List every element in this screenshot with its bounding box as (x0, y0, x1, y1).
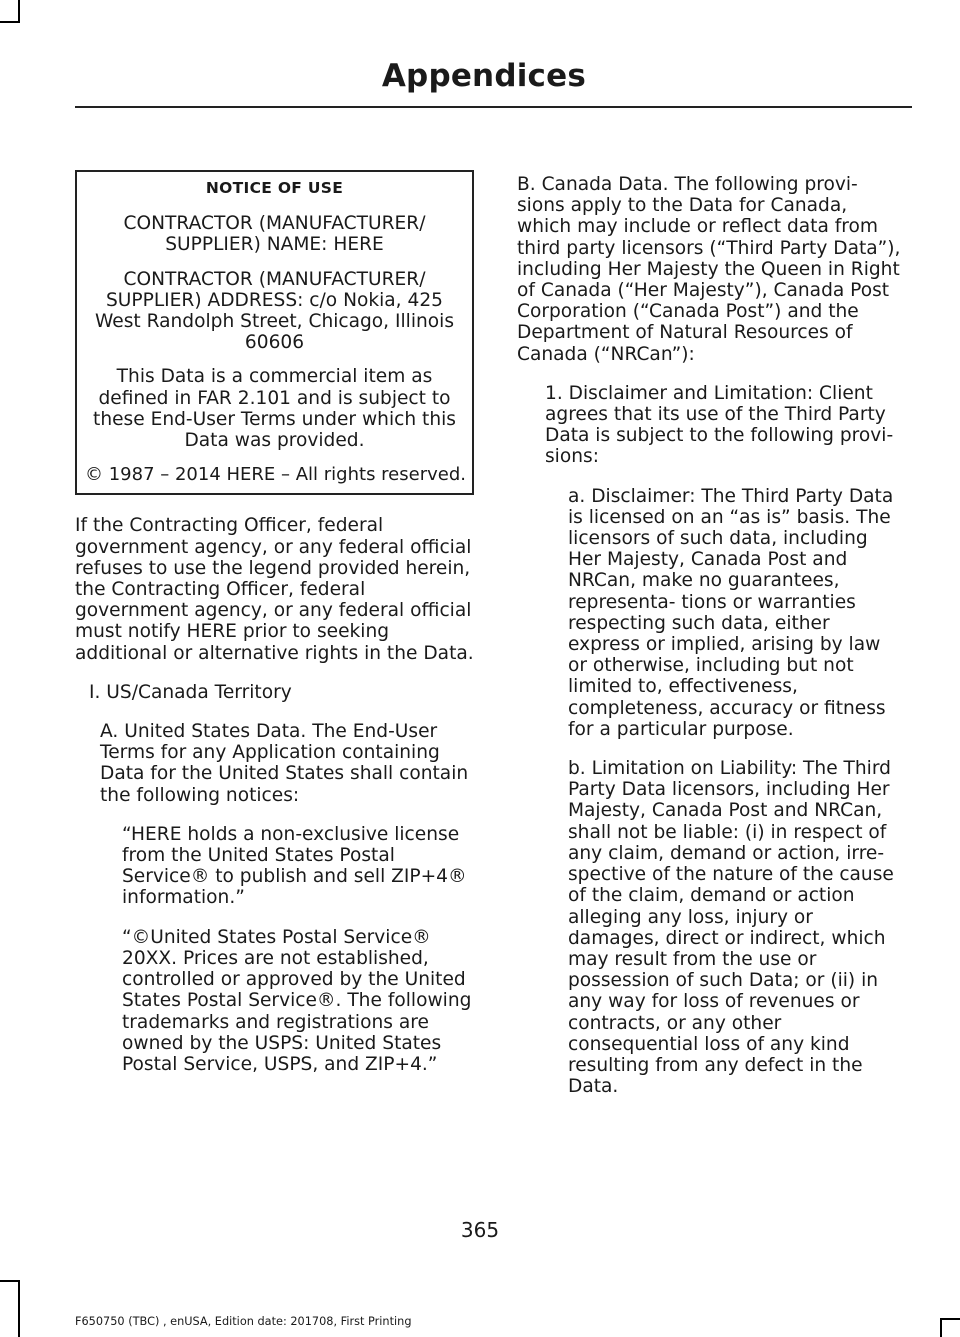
disclaimer-limitation-paragraph: 1. Disclaimer and Limitation: Client agrees that its use of the Third Party Data is subject to the following provi- sions: (545, 382, 894, 468)
crop-mark (18, 1280, 20, 1337)
crop-mark (940, 1318, 960, 1320)
usps-license-quote: “HERE holds a non-exclusive license from the United States Postal Service® to publish and sell ZIP+4® information.” (122, 823, 467, 909)
crop-mark (0, 1280, 20, 1282)
crop-mark (0, 21, 20, 23)
right-column (517, 174, 902, 1115)
liability-paragraph: b. Limitation on Liability: The Third Party Data licensors, including Her Majesty, Canada Post and NRCan, shall not be liable: (i) in respect of any claim, demand or action, irre- spective of the nature of the cause of the claim, demand or action alleging any loss, injury or damages, direct or indirect, which may result from the use or possession of such Data; or (ii) in any way for loss of revenues or contracts, or any other consequential loss of any kind resulting from any defect in the Data. (568, 758, 894, 1098)
contractor-name: CONTRACTOR (MANUFACTURER/ SUPPLIER) NAME: HERE (123, 213, 426, 256)
disclaimer-paragraph: a. Disclaimer: The Third Party Data is licensed on an “as is” basis. The licensors of such data, including Her Majesty, Canada Post and NRCan, make no guarantees, representa- tions or warranties respecting such data, either express or implied, arising by law or otherwise, including but not limited to, effectiveness, completeness, accuracy or fitness for a particular purpose. (568, 485, 894, 740)
territory-heading: I. US/Canada Territory (89, 681, 292, 703)
us-data-paragraph: A. United States Data. The End-User Terms for any Application containing Data for the United States shall contain the following notices: (100, 721, 469, 806)
notice-of-use-box (75, 170, 474, 495)
contracting-officer-paragraph: If the Contracting Officer, federal government agency, or any federal official refuses to use the legend provided herein, the Contracting Officer, federal government agency, or any federal official must notify HERE prior to seeking additional or alternative rights in the Data. (75, 515, 474, 664)
header-divider (75, 106, 912, 108)
commercial-item-notice: This Data is a commercial item as defined in FAR 2.101 and is subject to these End-User Terms under which this Data was provided. (93, 366, 456, 452)
crop-mark (18, 0, 20, 22)
contractor-address: CONTRACTOR (MANUFACTURER/ SUPPLIER) ADDRESS: c/o Nokia, 425 West Randolph Street, Chicago, Illinois 60606 (94, 268, 455, 354)
footer-edition-info: F650750 (TBC) , enUSA, Edition date: 201708, First Printing (75, 1315, 412, 1328)
left-column (75, 170, 476, 1093)
canada-data-paragraph: B. Canada Data. The following provi- sions apply to the Data for Canada, which may include or reflect data from third party licensors (“Third Party Data”), including Her Majesty the Queen in Right of Canada (“Her Majesty”), Canada Post Corporation (“Canada Post”) and the Department of Natural Resources of Canada (“NRCan”): (517, 174, 901, 365)
copyright-notice: © 1987 – 2014 HERE – All rights reserved. (85, 464, 466, 486)
usps-trademark-quote: “©United States Postal Service® 20XX. Prices are not established, controlled or approved by the United States Postal Service®. The following trademarks and registrations are owned by the USPS: United States Postal Service, USPS, and ZIP+4.” (122, 926, 472, 1075)
crop-mark (940, 1318, 942, 1337)
page-title: Appendices (381, 58, 586, 94)
page-number: 365 (460, 1218, 500, 1242)
notice-title: NOTICE OF USE (205, 179, 344, 197)
